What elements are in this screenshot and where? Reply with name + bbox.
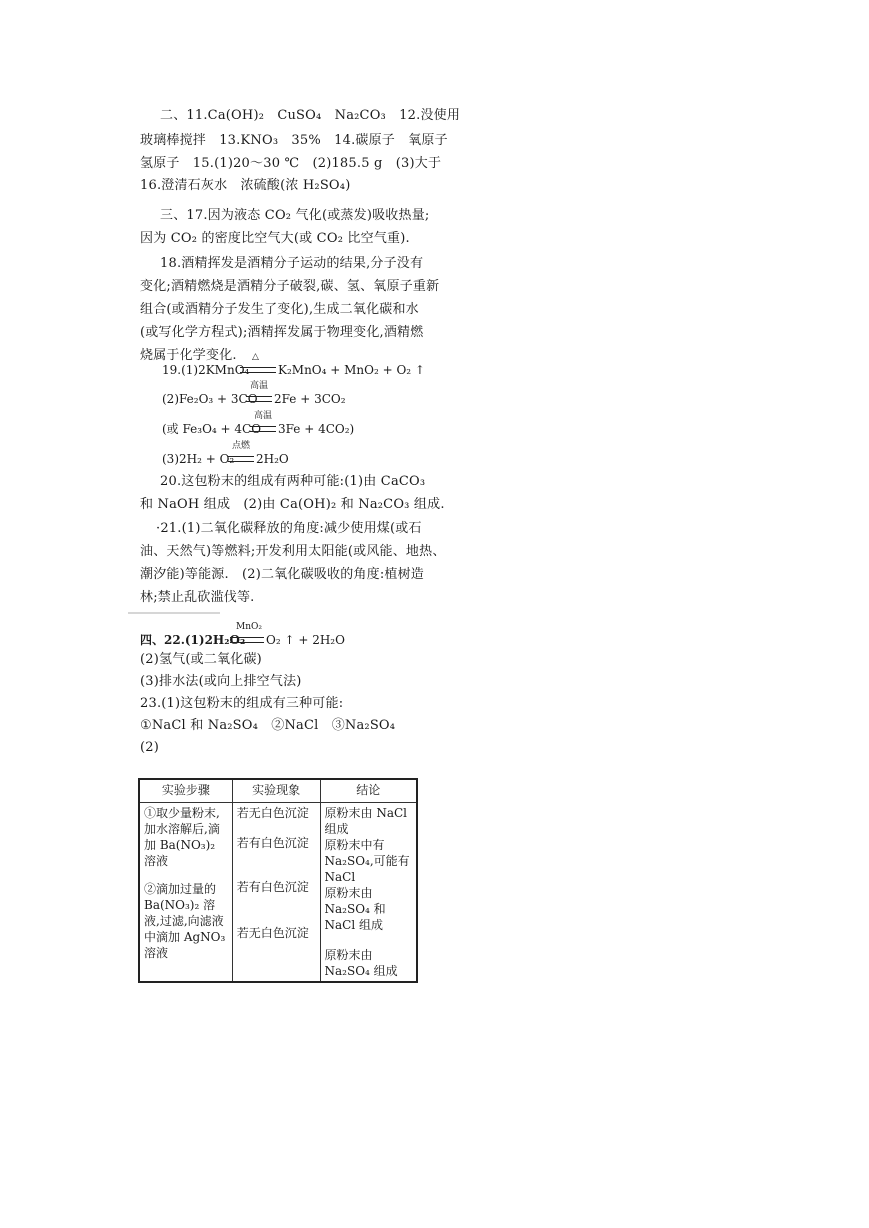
- q19-3-condition: 高温: [254, 411, 273, 421]
- q18-line2: 变化;酒精燃烧是酒精分子破裂,碳、氢、氧原子重新: [140, 279, 440, 294]
- scan-artifact: [128, 612, 220, 614]
- q22-part3: (3)排水法(或向上排空气法): [140, 674, 302, 689]
- q19-2-equals-sign: [246, 396, 272, 402]
- observation-1: 若无白色沉淀: [236, 806, 309, 820]
- q23-part2: (2): [140, 740, 160, 755]
- s2-line1: 二、11.Ca(OH)₂ CuSO₄ Na₂CO₃ 12.没使用: [160, 108, 461, 123]
- q21-line4: 林;禁止乱砍滥伐等.: [140, 590, 255, 605]
- s2-line3: 氢原子 15.(1)20～30 ℃ (2)185.5 g (3)大于: [140, 156, 442, 171]
- header-steps: 实验步骤: [139, 779, 232, 803]
- table-header-row: [139, 779, 417, 803]
- q22-products: O₂ ↑ + 2H₂O: [266, 633, 345, 647]
- conclusion-4: 原粉末由 Na₂SO₄ 组成: [324, 948, 398, 978]
- q22-equals-sign: [230, 637, 264, 643]
- q19-4-reactants: (3)2H₂ + O₂: [162, 452, 235, 466]
- q23-options: ①NaCl 和 Na₂SO₄ ②NaCl ③Na₂SO₄: [140, 718, 396, 733]
- q19-4-products: 2H₂O: [256, 452, 289, 466]
- conclusion-3: 原粉末由 Na₂SO₄ 和 NaCl 组成: [324, 886, 386, 932]
- step-2: ②滴加过量的 Ba(NO₃)₂ 溶液,过滤,向滤液中滴加 AgNO₃ 溶液: [144, 882, 226, 960]
- q19-1-equals-sign: [240, 367, 276, 373]
- conclusion-1: 原粉末由 NaCl 组成: [324, 806, 408, 836]
- s2-line4: 16.澄清石灰水 浓硫酸(浓 H₂SO₄): [140, 178, 351, 193]
- q20-line2: 和 NaOH 组成 (2)由 Ca(OH)₂ 和 Na₂CO₃ 组成.: [140, 497, 445, 512]
- phenomena-cell: [232, 803, 320, 983]
- q23-part1: 23.(1)这包粉末的组成有三种可能:: [140, 696, 344, 711]
- q20-line1: 20.这包粉末的组成有两种可能:(1)由 CaCO₃: [160, 474, 426, 489]
- q21-line3: 潮汐能)等能源. (2)二氧化碳吸收的角度:植树造: [140, 567, 424, 582]
- q18-line3: 组合(或酒精分子发生了变化),生成二氧化碳和水: [140, 302, 419, 317]
- q18-line5: 烧属于化学变化.: [140, 348, 237, 363]
- q19-4-condition: 点燃: [232, 441, 251, 451]
- q17-line2: 因为 CO₂ 的密度比空气大(或 CO₂ 比空气重).: [140, 231, 410, 246]
- q19-1-condition: △: [252, 352, 259, 362]
- q21-line1: ·21.(1)二氧化碳释放的角度:减少使用煤(或石: [156, 521, 422, 536]
- q19-2-products: 2Fe + 3CO₂: [274, 392, 346, 406]
- q19-2-reactants: (2)Fe₂O₃ + 3CO: [162, 392, 258, 406]
- q17-line1: 三、17.因为液态 CO₂ 气化(或蒸发)吸收热量;: [160, 208, 430, 223]
- q18-line1: 18.酒精挥发是酒精分子运动的结果,分子没有: [160, 256, 424, 271]
- observation-3: 若有白色沉淀: [236, 880, 309, 894]
- q18-line4: (或写化学方程式);酒精挥发属于物理变化,酒精燃: [140, 325, 424, 340]
- q19-3-reactants: (或 Fe₃O₄ + 4CO: [162, 422, 262, 436]
- conclusion-cell: [320, 803, 417, 983]
- header-conclusion: 结论: [320, 779, 417, 803]
- table-row: [139, 803, 417, 983]
- q22-reactants: 四、22.(1)2H₂O₂: [140, 633, 246, 647]
- q19-4-equals-sign: [228, 456, 254, 462]
- observation-4: 若无白色沉淀: [236, 926, 309, 940]
- experiment-table: [138, 778, 418, 983]
- q19-3-equals-sign: [250, 426, 276, 432]
- s2-line2: 玻璃棒搅拌 13.KNO₃ 35% 14.碳原子 氧原子: [140, 133, 448, 148]
- q21-line2: 油、天然气)等燃料;开发利用太阳能(或风能、地热、: [140, 544, 446, 559]
- conclusion-2: 原粉末中有 Na₂SO₄,可能有 NaCl: [324, 838, 410, 884]
- header-phenomena: 实验现象: [232, 779, 320, 803]
- q19-1-products: K₂MnO₄ + MnO₂ + O₂ ↑: [278, 363, 425, 377]
- observation-2: 若有白色沉淀: [236, 836, 309, 850]
- q19-3-products: 3Fe + 4CO₂): [278, 422, 355, 436]
- step-1: ①取少量粉末,加水溶解后,滴加 Ba(NO₃)₂ 溶液: [144, 806, 220, 868]
- q19-1-reactants: 19.(1)2KMnO₄: [162, 363, 250, 377]
- q22-catalyst: MnO₂: [236, 622, 262, 632]
- steps-cell: [139, 803, 232, 983]
- q22-part2: (2)氢气(或二氧化碳): [140, 652, 262, 667]
- q19-2-condition: 高温: [250, 381, 269, 391]
